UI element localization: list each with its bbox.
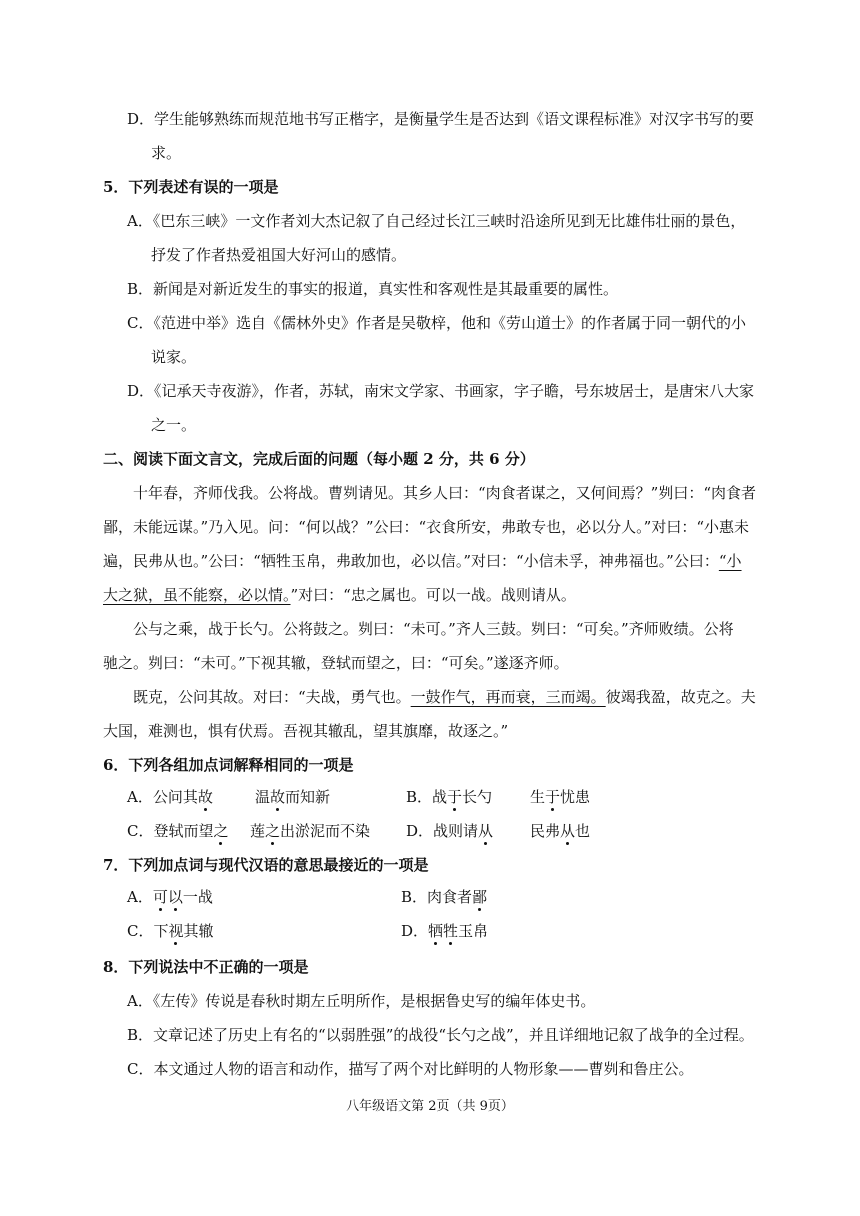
passage-p3-line1 (133, 687, 756, 707)
dotted-word: 牲 (443, 922, 459, 940)
dotted-word: 故 (197, 788, 213, 806)
passage-p1-line2: 鄙，未能远谋。”乃入见。问：“何以战？”公曰：“衣食所安，弗敢专也，必以分人。”对曰：“小惠未 (103, 518, 750, 536)
passage-text: 既克，公问其故。对曰：“夫战，勇气也。 (133, 688, 411, 706)
passage-text: 遍，民弗从也。”公曰：“牺牲玉帛，弗敢加也，必以信。”对曰：“小信未孚，神弗福也。”公曰： (103, 552, 719, 570)
q6-option-c: C．登轼而望之 (127, 822, 229, 840)
underlined-sentence-start: “小 (718, 552, 742, 570)
q8-option-b: B．文章记述了历史上有名的“以弱胜强”的战役“长勺之战”，并且详细地记叙了战争的全过程。 (127, 1026, 754, 1044)
q7-option-c: C．下视其辙 (127, 922, 214, 940)
q8-option-a: A．《左传》传说是春秋时期左丘明所作，是根据鲁史写的编年体史书。 (127, 992, 596, 1010)
q5-option-a-line1: A．《巴东三峡》一文作者刘大杰记叙了自己经过长江三峡时沿途所见到无比雄伟壮丽的景色， (127, 212, 746, 230)
passage-p1-line1: 十年春，齐师伐我。公将战。曹刿请见。其乡人曰：“肉食者谋之，又何间焉？”刿曰：“肉食者 (133, 484, 757, 502)
q4-option-d-line1: D．学生能够熟练而规范地书写正楷字，是衡量学生是否达到《语文课程标准》对汉字书写的要 (127, 110, 755, 128)
passage-p1-line3 (103, 551, 742, 571)
q5-option-d-line2: 之一。 (151, 416, 197, 434)
dotted-word: 以 (167, 888, 183, 906)
dotted-word: 故 (270, 788, 286, 806)
passage-p2-line1: 公与之乘，战于长勺。公将鼓之。刿曰：“未可。”齐人三鼓。刿曰：“可矣。”齐师败绩。公将 (133, 620, 734, 638)
passage-text: 彼竭我盈，故克之。夫 (605, 688, 756, 706)
q6-option-c-compare: 莲之出淤泥而不染 (250, 822, 371, 840)
dotted-word: 可 (152, 888, 168, 906)
q4-option-d-line2: 求。 (151, 144, 182, 162)
q5-title: 5．下列表述有误的一项是 (103, 178, 279, 196)
passage-p2-line2: 驰之。刿曰：“未可。”下视其辙，登轼而望之，曰：“可矣。”遂逐齐师。 (103, 654, 569, 672)
q7-option-d: D．牺牲玉帛 (401, 922, 489, 940)
q6-title: 6．下列各组加点词解释相同的一项是 (103, 756, 354, 774)
underlined-sentence: 一鼓作气，再而衰，三而竭。 (410, 688, 606, 706)
q6-option-d: D．战则请从 (406, 822, 494, 840)
passage-p1-line4 (103, 585, 576, 605)
q6-option-a-compare: 温故而知新 (255, 788, 331, 806)
q8-option-c: C．本文通过人物的语言和动作，描写了两个对比鲜明的人物形象——曹刿和鲁庄公。 (127, 1060, 694, 1078)
q6-option-b: B．战于长勺 (406, 788, 493, 806)
q6-option-b-compare: 生于忧患 (530, 788, 591, 806)
dotted-word: 鄙 (472, 888, 488, 906)
dotted-word: 视 (168, 922, 184, 940)
q7-option-b: B．肉食者鄙 (401, 888, 488, 906)
q6-option-a: A．公问其故 (127, 788, 213, 806)
underlined-sentence: 大之狱，虽不能察，必以情。 (103, 586, 291, 604)
dotted-word: 于 (447, 788, 463, 806)
q7-option-a: A．可以一战 (127, 888, 213, 906)
q5-option-c-line2: 说家。 (151, 348, 197, 366)
q5-option-d-line1: D．《记承天寺夜游》，作者，苏轼，南宋文学家、书画家，字子瞻，号东坡居士，是唐宋八大家 (127, 382, 755, 400)
q6-option-d-compare: 民弗从也 (530, 822, 591, 840)
dotted-word: 之 (265, 822, 281, 840)
dotted-word: 牺 (428, 922, 444, 940)
dotted-word: 之 (213, 822, 229, 840)
q5-option-b: B．新闻是对新近发生的事实的报道，真实性和客观性是其最重要的属性。 (127, 280, 619, 298)
dotted-word: 从 (560, 822, 576, 840)
q7-title: 7．下列加点词与现代汉语的意思最接近的一项是 (103, 856, 429, 874)
dotted-word: 于 (545, 788, 561, 806)
section2-title: 二、阅读下面文言文，完成后面的问题（每小题 2 分，共 6 分） (103, 450, 535, 468)
page-footer: 八年级语文第 2页（共 9页） (346, 1099, 514, 1114)
dotted-word: 从 (478, 822, 494, 840)
q5-option-c-line1: C．《范进中举》选自《儒林外史》作者是吴敬梓，他和《劳山道士》的作者属于同一朝代的小 (127, 314, 746, 332)
q8-title: 8．下列说法中不正确的一项是 (103, 958, 309, 976)
passage-text: ”对曰：“忠之属也。可以一战。战则请从。 (290, 586, 576, 604)
passage-p3-line2: 大国，难测也，惧有伏焉。吾视其辙乱，望其旗靡，故逐之。” (103, 722, 509, 740)
q5-option-a-line2: 抒发了作者热爱祖国大好河山的感情。 (151, 246, 407, 264)
